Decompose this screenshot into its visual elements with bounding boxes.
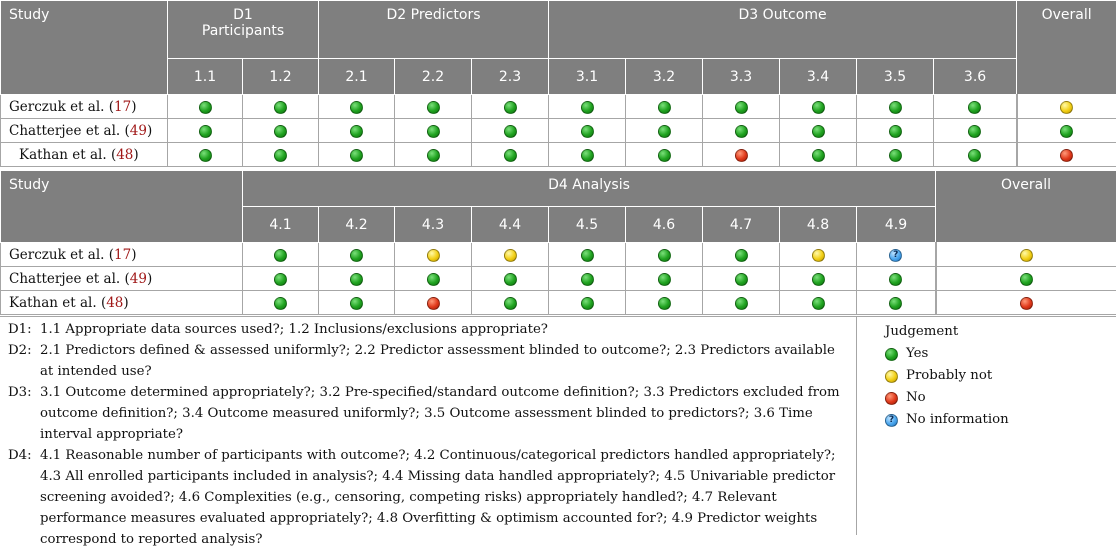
judgement-cell bbox=[395, 243, 472, 267]
green-circle-icon bbox=[350, 101, 363, 114]
judgement-cell bbox=[857, 119, 934, 143]
study-author: Chatterjee et al. ( bbox=[9, 271, 130, 287]
judgement-cell bbox=[780, 267, 857, 291]
judgement-cell bbox=[857, 267, 936, 291]
subheader-2-3: 2.3 bbox=[472, 59, 549, 95]
green-circle-icon bbox=[274, 249, 287, 262]
legend-item-yes bbox=[885, 343, 1116, 365]
green-circle-icon bbox=[350, 273, 363, 286]
judgement-cell bbox=[168, 119, 243, 143]
red-circle-icon bbox=[735, 149, 748, 162]
judgement-cell bbox=[703, 95, 780, 119]
judgement-cell bbox=[857, 243, 936, 267]
judgement-cell bbox=[319, 119, 395, 143]
judgement-cell bbox=[780, 291, 857, 315]
subheader-2-1: 2.1 bbox=[319, 59, 395, 95]
subheader-3-3: 3.3 bbox=[703, 59, 780, 95]
green-circle-icon bbox=[427, 273, 440, 286]
judgement-cell bbox=[319, 143, 395, 167]
judgement-cell bbox=[780, 119, 857, 143]
green-circle-icon bbox=[504, 101, 517, 114]
judgement-cell bbox=[395, 95, 472, 119]
green-circle-icon bbox=[735, 125, 748, 138]
subheader-4-5: 4.5 bbox=[549, 207, 626, 243]
table-row bbox=[1, 267, 1116, 291]
reference-link[interactable]: 48 bbox=[116, 147, 133, 163]
green-circle-icon bbox=[504, 273, 517, 286]
green-circle-icon bbox=[658, 149, 671, 162]
green-circle-icon bbox=[812, 273, 825, 286]
judgement-cell bbox=[780, 243, 857, 267]
domain-4-table bbox=[0, 170, 1116, 315]
green-circle-icon bbox=[274, 297, 287, 310]
footnotes-panel bbox=[0, 316, 1116, 534]
definition-text: 2.1 Predictors defined & assessed uniformly?; 2.2 Predictor assessment blinded to outcome?; 2.3 Predictors available at intended use? bbox=[40, 340, 850, 382]
group-header-d1 bbox=[168, 1, 319, 59]
study-header: Study bbox=[1, 171, 243, 243]
table-row bbox=[1, 243, 1116, 267]
blue-question-circle-icon: ? bbox=[885, 414, 898, 427]
legend-title: Judgement bbox=[885, 321, 1116, 343]
green-circle-icon bbox=[199, 101, 212, 114]
judgement-cell bbox=[319, 267, 395, 291]
green-circle-icon bbox=[274, 101, 287, 114]
judgement-cell bbox=[703, 143, 780, 167]
definition-text: 1.1 Appropriate data sources used?; 1.2 Inclusions/exclusions appropriate? bbox=[40, 319, 850, 340]
green-circle-icon bbox=[812, 149, 825, 162]
green-circle-icon bbox=[581, 249, 594, 262]
green-circle-icon bbox=[274, 149, 287, 162]
study-name bbox=[1, 95, 168, 119]
domains-1-3-table bbox=[0, 0, 1116, 167]
green-circle-icon bbox=[889, 273, 902, 286]
judgement-cell bbox=[472, 143, 549, 167]
definition-d1 bbox=[8, 319, 850, 340]
green-circle-icon bbox=[350, 125, 363, 138]
judgement-cell bbox=[703, 119, 780, 143]
judgement-cell bbox=[549, 243, 626, 267]
green-circle-icon bbox=[427, 149, 440, 162]
definition-d3 bbox=[8, 382, 850, 445]
judgement-cell bbox=[626, 243, 703, 267]
blue-question-circle-icon: ? bbox=[889, 249, 902, 262]
subheader-1-2: 1.2 bbox=[243, 59, 319, 95]
judgement-cell bbox=[243, 291, 319, 315]
study-name bbox=[1, 243, 243, 267]
green-circle-icon bbox=[504, 297, 517, 310]
subheader-4-9: 4.9 bbox=[857, 207, 936, 243]
green-circle-icon bbox=[504, 125, 517, 138]
judgement-cell bbox=[934, 119, 1017, 143]
green-circle-icon bbox=[350, 149, 363, 162]
judgement-cell bbox=[780, 95, 857, 119]
judgement-cell bbox=[934, 143, 1017, 167]
overall-cell bbox=[936, 243, 1116, 267]
subheader-3-6: 3.6 bbox=[934, 59, 1017, 95]
green-circle-icon bbox=[427, 125, 440, 138]
subheader-4-8: 4.8 bbox=[780, 207, 857, 243]
judgement-cell bbox=[626, 143, 703, 167]
definition-d4 bbox=[8, 445, 850, 550]
yellow-circle-icon bbox=[427, 249, 440, 262]
subheader-3-5: 3.5 bbox=[857, 59, 934, 95]
definition-label: D1: bbox=[8, 319, 40, 340]
judgement-cell bbox=[857, 95, 934, 119]
study-name bbox=[1, 291, 243, 315]
study-author-close: ) bbox=[123, 295, 128, 311]
green-circle-icon bbox=[885, 348, 898, 361]
table-row bbox=[1, 143, 1116, 167]
judgement-cell bbox=[472, 267, 549, 291]
study-author: Kathan et al. ( bbox=[9, 295, 106, 311]
judgement-cell bbox=[243, 119, 319, 143]
study-author: Chatterjee et al. ( bbox=[9, 123, 130, 139]
definition-label: D3: bbox=[8, 382, 40, 445]
legend-item-no-information bbox=[885, 409, 1116, 431]
green-circle-icon bbox=[658, 101, 671, 114]
group-header-d3: D3 Outcome bbox=[549, 1, 1017, 59]
judgement-cell bbox=[243, 267, 319, 291]
study-name bbox=[1, 267, 243, 291]
study-author-close: ) bbox=[147, 123, 152, 139]
subheader-3-1: 3.1 bbox=[549, 59, 626, 95]
green-circle-icon bbox=[581, 125, 594, 138]
subheader-3-2: 3.2 bbox=[626, 59, 703, 95]
yellow-circle-icon bbox=[812, 249, 825, 262]
red-circle-icon bbox=[1060, 149, 1073, 162]
judgement-cell bbox=[549, 95, 626, 119]
judgement-legend bbox=[857, 317, 1116, 535]
green-circle-icon bbox=[735, 273, 748, 286]
definition-label: D2: bbox=[8, 340, 40, 382]
study-author-close: ) bbox=[131, 99, 136, 115]
green-circle-icon bbox=[889, 149, 902, 162]
yellow-circle-icon bbox=[504, 249, 517, 262]
study-author: Gerczuk et al. ( bbox=[9, 247, 114, 263]
judgement-cell bbox=[626, 95, 703, 119]
reference-link[interactable]: 49 bbox=[130, 271, 147, 287]
green-circle-icon bbox=[968, 149, 981, 162]
yellow-circle-icon bbox=[885, 370, 898, 383]
study-author: Gerczuk et al. ( bbox=[9, 99, 114, 115]
green-circle-icon bbox=[274, 125, 287, 138]
reference-link[interactable]: 17 bbox=[114, 247, 131, 263]
subheader-4-2: 4.2 bbox=[319, 207, 395, 243]
green-circle-icon bbox=[735, 297, 748, 310]
green-circle-icon bbox=[812, 101, 825, 114]
judgement-cell bbox=[549, 267, 626, 291]
group-header-d1-line1: D1 bbox=[168, 7, 318, 23]
green-circle-icon bbox=[581, 297, 594, 310]
judgement-cell bbox=[168, 143, 243, 167]
judgement-cell bbox=[243, 243, 319, 267]
judgement-cell bbox=[472, 119, 549, 143]
definition-label: D4: bbox=[8, 445, 40, 550]
overall-cell bbox=[1017, 143, 1116, 167]
subheader-4-1: 4.1 bbox=[243, 207, 319, 243]
green-circle-icon bbox=[968, 101, 981, 114]
green-circle-icon bbox=[199, 125, 212, 138]
green-circle-icon bbox=[350, 297, 363, 310]
judgement-cell bbox=[857, 143, 934, 167]
definition-d2 bbox=[8, 340, 850, 382]
judgement-cell bbox=[472, 95, 549, 119]
table-row bbox=[1, 119, 1116, 143]
group-header-d4: D4 Analysis bbox=[243, 171, 936, 207]
judgement-cell bbox=[549, 143, 626, 167]
overall-cell bbox=[1017, 119, 1116, 143]
yellow-circle-icon bbox=[1020, 249, 1033, 262]
judgement-cell bbox=[626, 291, 703, 315]
subheader-2-2: 2.2 bbox=[395, 59, 472, 95]
legend-item-probably-not bbox=[885, 365, 1116, 387]
study-name bbox=[1, 119, 168, 143]
green-circle-icon bbox=[812, 297, 825, 310]
judgement-cell bbox=[395, 267, 472, 291]
red-circle-icon bbox=[427, 297, 440, 310]
judgement-cell bbox=[319, 243, 395, 267]
judgement-cell bbox=[626, 267, 703, 291]
green-circle-icon bbox=[199, 149, 212, 162]
overall-cell bbox=[936, 267, 1116, 291]
judgement-cell bbox=[780, 143, 857, 167]
legend-item-no bbox=[885, 387, 1116, 409]
overall-header: Overall bbox=[936, 171, 1116, 243]
judgement-cell bbox=[243, 143, 319, 167]
judgement-cell bbox=[934, 95, 1017, 119]
green-circle-icon bbox=[1060, 125, 1073, 138]
subheader-3-4: 3.4 bbox=[780, 59, 857, 95]
judgement-cell bbox=[168, 95, 243, 119]
green-circle-icon bbox=[581, 149, 594, 162]
green-circle-icon bbox=[1020, 273, 1033, 286]
study-author-close: ) bbox=[147, 271, 152, 287]
subheader-4-6: 4.6 bbox=[626, 207, 703, 243]
judgement-cell bbox=[472, 243, 549, 267]
overall-header: Overall bbox=[1017, 1, 1116, 95]
green-circle-icon bbox=[350, 249, 363, 262]
group-header-d2: D2 Predictors bbox=[319, 1, 549, 59]
green-circle-icon bbox=[504, 149, 517, 162]
table-row bbox=[1, 95, 1116, 119]
judgement-cell bbox=[395, 143, 472, 167]
judgement-cell bbox=[395, 291, 472, 315]
green-circle-icon bbox=[812, 125, 825, 138]
green-circle-icon bbox=[658, 249, 671, 262]
judgement-cell bbox=[549, 119, 626, 143]
reference-link[interactable]: 48 bbox=[106, 295, 123, 311]
green-circle-icon bbox=[274, 273, 287, 286]
definition-text: 4.1 Reasonable number of participants with outcome?; 4.2 Continuous/categorical predictors handled appropriately?; 4.3 All enrolled participants included in analysis?; 4.4 Missing data handled appropriately?; 4.5 Univariable predictor screening avoided?; 4.6 Complexities (e.g., censoring, competing risks) appropriately handled?; 4.7 Relevant performance measures evaluated appropriately?; 4.8 Overfitting & optimism accounted for?; 4.9 Predictor weights correspond to reported analysis? bbox=[40, 445, 850, 550]
subheader-4-7: 4.7 bbox=[703, 207, 780, 243]
study-author: Kathan et al. ( bbox=[19, 147, 116, 163]
study-author-close: ) bbox=[131, 247, 136, 263]
red-circle-icon bbox=[1020, 297, 1033, 310]
green-circle-icon bbox=[968, 125, 981, 138]
study-author-close: ) bbox=[133, 147, 138, 163]
domain-definitions bbox=[0, 317, 857, 535]
legend-label: Probably not bbox=[906, 365, 992, 387]
definition-text: 3.1 Outcome determined appropriately?; 3.2 Pre-specified/standard outcome definition?; 3.3 Predictors excluded from outcome definition?; 3.4 Outcome measured uniformly?; 3.5 Outcome assessment blinded to predictors?; 3.6 Time interval appropriate? bbox=[40, 382, 850, 445]
subheader-1-1: 1.1 bbox=[168, 59, 243, 95]
judgement-cell bbox=[319, 291, 395, 315]
green-circle-icon bbox=[581, 101, 594, 114]
judgement-cell bbox=[549, 291, 626, 315]
judgement-cell bbox=[395, 119, 472, 143]
study-name bbox=[1, 143, 168, 167]
green-circle-icon bbox=[658, 125, 671, 138]
subheader-4-3: 4.3 bbox=[395, 207, 472, 243]
judgement-cell bbox=[243, 95, 319, 119]
judgement-cell bbox=[703, 267, 780, 291]
yellow-circle-icon bbox=[1060, 101, 1073, 114]
subheader-4-4: 4.4 bbox=[472, 207, 549, 243]
overall-cell bbox=[936, 291, 1116, 315]
reference-link[interactable]: 17 bbox=[114, 99, 131, 115]
legend-label: No bbox=[906, 387, 926, 409]
judgement-cell bbox=[472, 291, 549, 315]
judgement-cell bbox=[626, 119, 703, 143]
green-circle-icon bbox=[735, 249, 748, 262]
group-header-d1-line2: Participants bbox=[168, 23, 318, 39]
green-circle-icon bbox=[658, 273, 671, 286]
red-circle-icon bbox=[885, 392, 898, 405]
study-header: Study bbox=[1, 1, 168, 95]
judgement-cell bbox=[857, 291, 936, 315]
judgement-cell bbox=[703, 243, 780, 267]
table-row bbox=[1, 291, 1116, 315]
legend-label: No information bbox=[906, 409, 1009, 431]
overall-cell bbox=[1017, 95, 1116, 119]
green-circle-icon bbox=[889, 297, 902, 310]
reference-link[interactable]: 49 bbox=[130, 123, 147, 139]
green-circle-icon bbox=[427, 101, 440, 114]
green-circle-icon bbox=[889, 125, 902, 138]
green-circle-icon bbox=[735, 101, 748, 114]
judgement-cell bbox=[703, 291, 780, 315]
green-circle-icon bbox=[658, 297, 671, 310]
green-circle-icon bbox=[889, 101, 902, 114]
green-circle-icon bbox=[581, 273, 594, 286]
judgement-cell bbox=[319, 95, 395, 119]
legend-label: Yes bbox=[906, 343, 928, 365]
